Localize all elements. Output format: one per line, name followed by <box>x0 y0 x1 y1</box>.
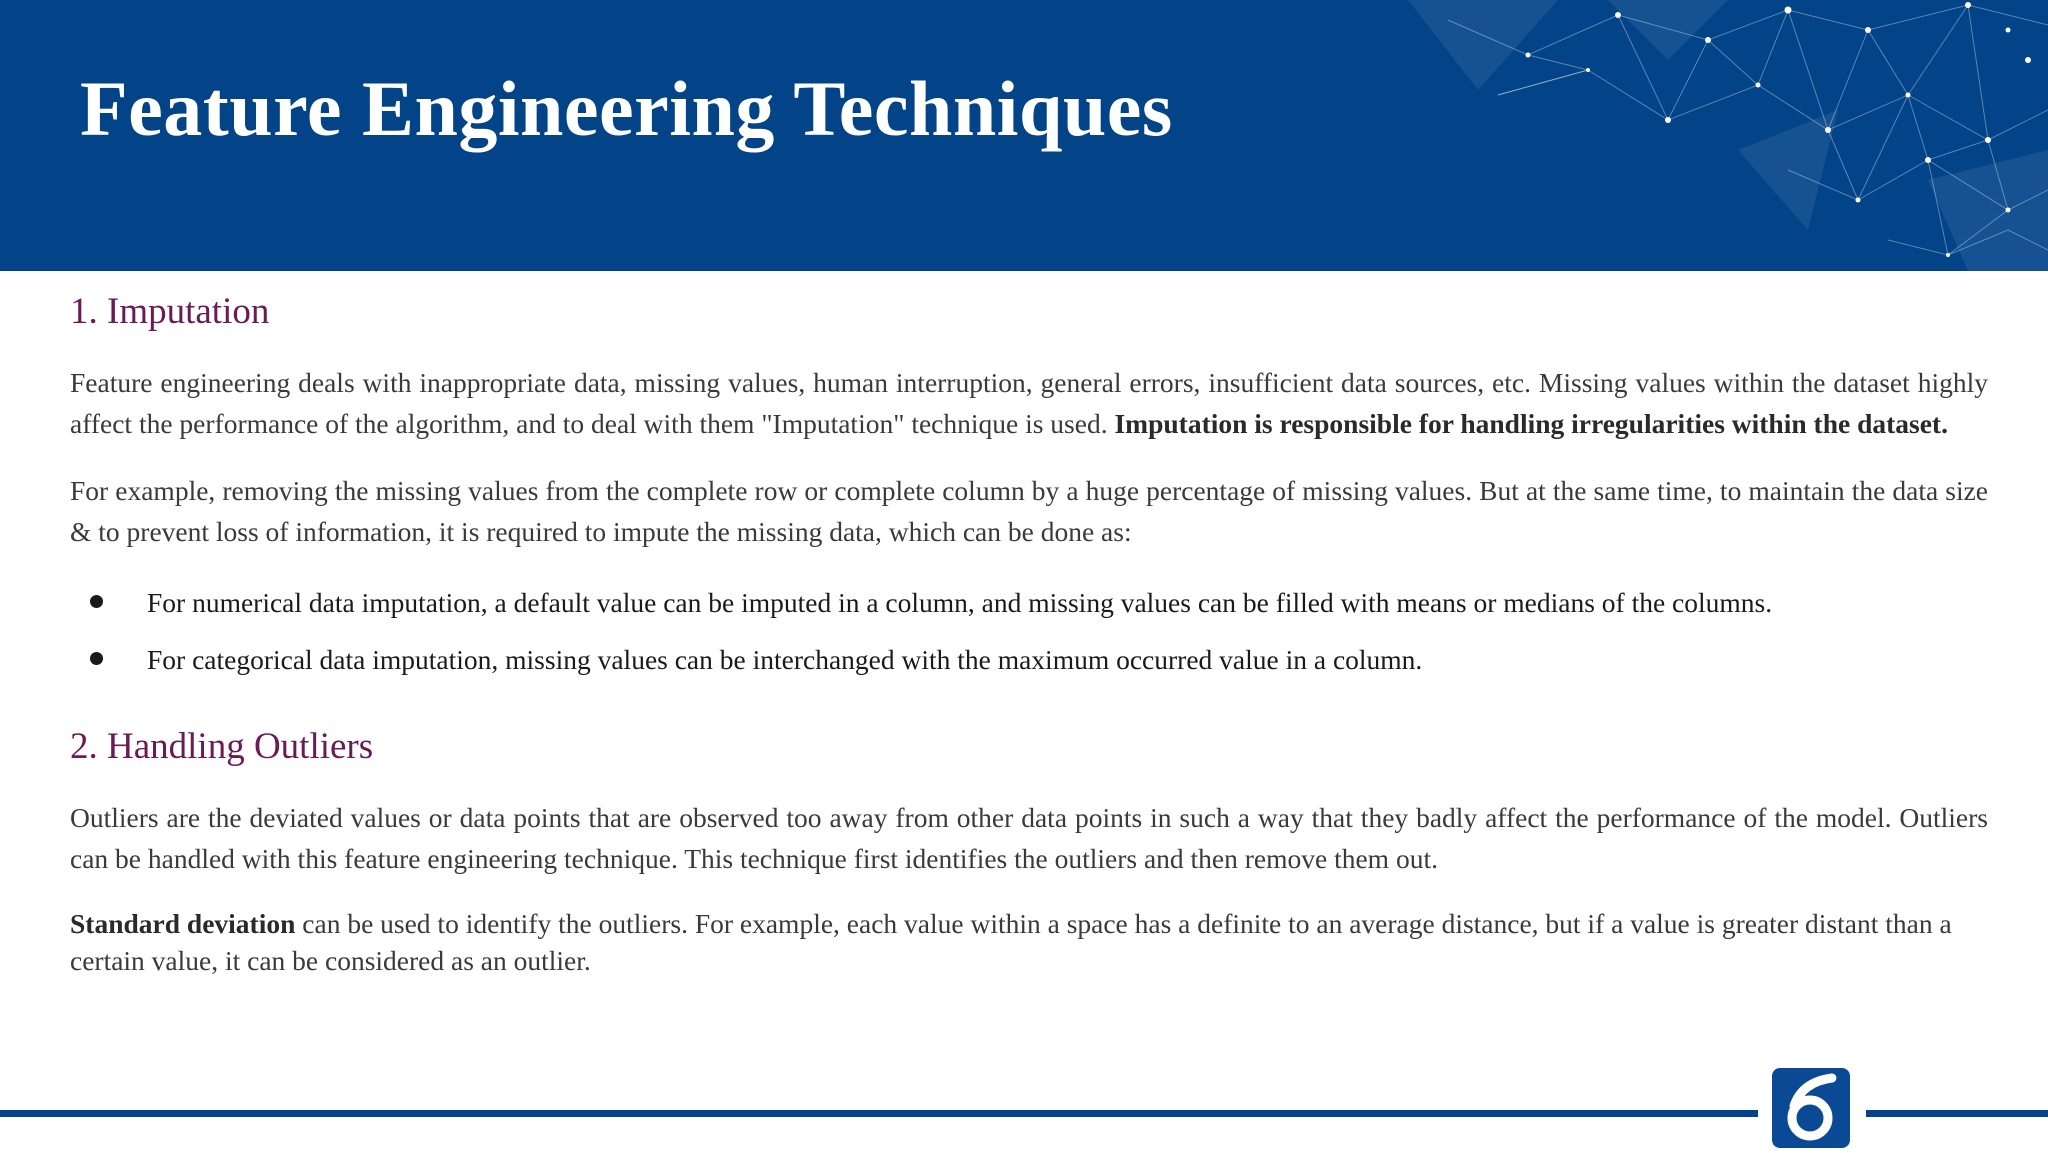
brand-logo-icon <box>1772 1068 1850 1148</box>
bullet-dot-icon <box>90 652 103 665</box>
imputation-paragraph-1-bold: Imputation is responsible for handling irregularities within the dataset. <box>1114 408 1948 439</box>
imputation-paragraph-1 <box>70 362 1988 444</box>
slide-header <box>0 0 2048 271</box>
imputation-paragraph-1-text: Feature engineering deals with inappropriate data, missing values, human interruption, general errors, insufficient data sources, etc. Missing values within the dataset highly affect the performance of the algorithm, and to deal with them "Imputation" technique is used. <box>70 367 1988 439</box>
footer-divider-right <box>1866 1110 2048 1117</box>
section-heading-outliers: 2. Handling Outliers <box>70 726 374 767</box>
slide-title: Feature Engineering Techniques <box>80 65 1173 152</box>
network-graph-icon <box>1408 0 2048 271</box>
bullet-text: For numerical data imputation, a default value can be imputed in a column, and missing values can be filled with means or medians of the columns. <box>147 587 1773 618</box>
outliers-paragraph-2 <box>70 905 1988 979</box>
section-heading-imputation: 1. Imputation <box>70 291 270 332</box>
bullet-dot-icon <box>90 595 103 608</box>
outliers-paragraph-2-bold: Standard deviation <box>70 908 296 939</box>
bullet-text: For categorical data imputation, missing values can be interchanged with the maximum occurred value in a column. <box>147 644 1423 675</box>
outliers-paragraph-2-text: can be used to identify the outliers. For example, each value within a space has a definite to an average distance, but if a value is greater distant than a certain value, it can be considered as an outlier. <box>70 908 1952 976</box>
list-item <box>70 639 1988 680</box>
imputation-bullet-list <box>70 582 1988 680</box>
imputation-paragraph-2: For example, removing the missing values from the complete row or complete column by a huge percentage of missing values. But at the same time, to maintain the data size & to prevent loss of information, it is required to impute the missing data, which can be done as: <box>70 475 1988 547</box>
slide-content <box>70 280 1988 979</box>
list-item <box>70 582 1988 623</box>
outliers-paragraph-1: Outliers are the deviated values or data points that are observed too away from other data points in such a way that they badly affect the performance of the model. Outliers can be handled with this feature engineering technique. This technique first identifies the outliers and then remove them out. <box>70 802 1988 874</box>
footer-divider-left <box>0 1110 1758 1117</box>
